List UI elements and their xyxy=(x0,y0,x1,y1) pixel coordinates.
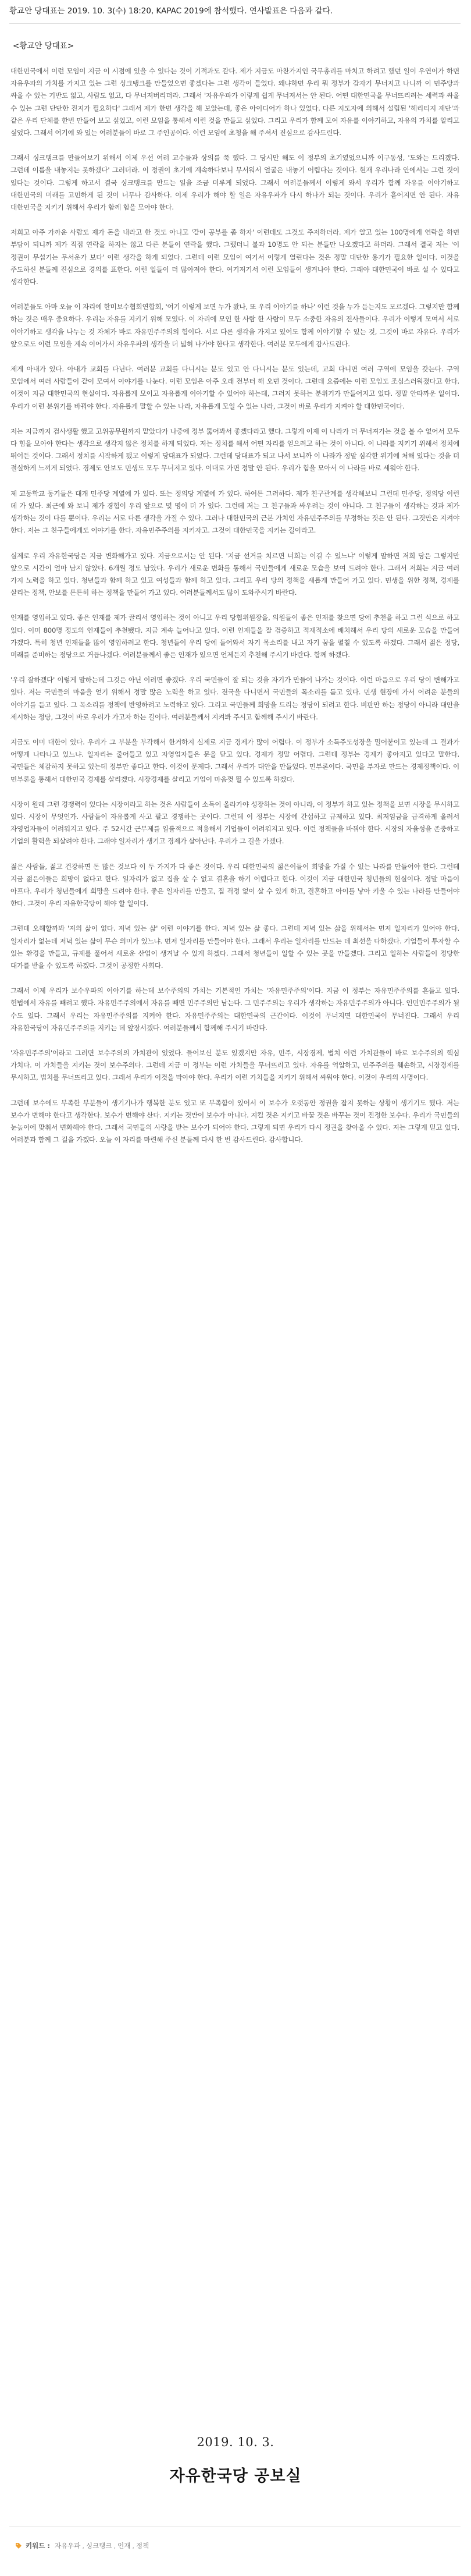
tag-separator: , xyxy=(113,2542,116,2550)
paragraph: 여러분들도 아마 오늘 이 자리에 한미보수협회연합회, '여기 이렇게 보면 누가 왔나, 또 우리 이야기를 하나' 이런 것을 누가 듣는지도 모르겠다. 그렇지만 함께 하는 것은 매우 중요하다. 우리는 자유를 지키기 위해 모였다. 이 자리에 모인 한 사람 한 사람이 모두 소중한 자유의 전사들이다. 우리가 이렇게 모여서 서로 이야기하고 생각을 나누는 것 자체가 바로 자유민주주의의 힘이다. 서로 다른 생각을 가지고 있어도 함께 이야기할 수 있는 것, 그것이 바로 자유다. 우리가 앞으로도 이런 모임을 계속 이어가서 자유우파의 생각을 더 넓혀 나가야 한다고 생각한다. 여러분 모두에게 감사드린다. xyxy=(10,303,459,348)
paragraph: 젊은 사람들, 젊고 건강하면 돈 많은 것보다 이 두 가지가 다 좋은 것이다. 우리 대한민국의 젊은이들이 희망을 가질 수 있는 나라를 만들어야 한다. 그런데 지금 젊은이들은 희망이 없다고 한다. 일자리가 없고 집을 살 수 없고 결혼을 하기 어렵다고 한다. 이것이 지금 대한민국 청년들의 현실이다. 정말 마음이 아프다. 우리가 청년들에게 희망을 드려야 한다. 좋은 일자리를 만들고, 집 걱정 없이 살 수 있게 하고, 결혼하고 아이를 낳아 키울 수 있는 나라를 만들어야 한다. 그것이 우리 자유한국당이 해야 할 일이다. xyxy=(10,862,459,908)
paragraph: 그래서 싱크탱크를 만들어보기 위해서 이제 우선 여러 교수들과 상의를 쭉 했다. 그 당시만 해도 이 정부의 초기였었으니까 이구동성, '도와는 드리겠다. 그런데 이름을 내놓지는 못하겠다' 그러더라. 이 정권이 초기에 계속하다보니 무서워서 얼굴은 내놓기 어렵다는 것이다. 현재 우리나라 안에서는 그런 것이 있다는 것이다. 그렇게 하고서 결국 싱크탱크를 만드는 일을 조금 미루게 되었다. 그래서 여러분들께서 이렇게 와서 우리가 함께 자유를 이야기하고 대한민국의 미래를 고민하게 된 것이 너무나 감사하다. 이제 우리가 해야 할 일은 자유우파가 다시 하나가 되는 것이다. 우리가 흩어지면 안 된다. 자유 대한민국을 지키기 위해서 우리가 함께 힘을 모아야 한다. xyxy=(10,154,459,212)
paragraph: 대한민국에서 이런 모임이 지금 이 시점에 있을 수 있다는 것이 기적과도 같다. 제가 지금도 마찬가지인 국무총리를 마치고 하려고 했던 일이 우연이가 하면 자유우파의 가치를 가지고 있는 그런 싱크탱크를 만들었으면 좋겠다는 그런 생각이 들었다. 왜냐하면 우리 뭐 정부가 갑자기 무너지고 나니까 이 민주당과 싸울 수 있는 기반도 없고, 사람도 없고, 다 무너져버리더라. 그래서 '자유우파가 이렇게 쉽게 무너져서는 안 된다. 어떤 대한민국을 무너뜨리려는 세력과 싸울 수 있는 그런 단단한 진지가 필요하다' 그래서 제가 한번 생각을 해 보았는데, 좋은 아이디어가 하나 있었다. 다른 지도자에 의해서 설립된 '헤리티지 재단'과 같은 우리 단체를 한번 만들어 보고 싶었고, 이런 모임을 통해서 이런 것을 만들고 싶었다. 그리고 우리가 함께 모여 자유를 이야기하고, 자유의 가치를 알리고 싶었다. 그래서 여기에 와 있는 여러분들이 바로 그 주인공이다. 이런 모임에 초청을 해 주셔서 진심으로 감사드린다. xyxy=(10,67,459,137)
footer-divider xyxy=(9,2526,461,2527)
paragraph: 인재를 영입하고 있다. 좋은 인재를 제가 끌리서 영입하는 것이 아니고 우리 당협위원장을, 의원들이 좋은 인재를 찾으면 당에 추천을 하고 그런 식으로 하고 있다. 이미 800명 정도의 인재들이 추천됐다. 지금 계속 늘어나고 있다. 이런 인재들을 잘 검증하고 적재적소에 배치해서 우리 당의 새로운 모습을 만들어 가겠다. 특히 청년 인재들을 많이 영입하려고 한다. 청년들이 우리 당에 들어와서 자기 목소리를 내고 자기 꿈을 펼칠 수 있도록 하겠다. 그래서 젊은 정당, 미래를 준비하는 정당으로 거듭나겠다. 여러분들께서 좋은 인재가 있으면 언제든지 추천해 주시기 바란다. 함께 하겠다. xyxy=(10,613,459,659)
paragraph: 시장이 원래 그런 경쟁력이 있다는 시장이라고 하는 것은 사람들이 소득이 올라가야 성장하는 것이 아니라, 이 정부가 하고 있는 정책을 보면 시장을 무시하고 있다. 시장이 무엇인가. 사람들이 자유롭게 사고 팔고 경쟁하는 곳이다. 그런데 이 정부는 시장에 간섭하고 규제하고 있다. 최저임금을 급격하게 올려서 자영업자들이 어려워지고 있다. 주 52시간 근무제를 일률적으로 적용해서 기업들이 어려워지고 있다. 이런 정책들을 바꿔야 한다. 시장의 자율성을 존중하고 기업의 활력을 되살려야 한다. 그래야 일자리가 생기고 경제가 살아난다. 우리가 그 길을 가겠다. xyxy=(10,800,459,846)
paragraph: 저희고 아주 가까운 사람도 제가 돈을 내라고 한 것도 아니고 '같이 공부를 좀 하자' 이런데도 그것도 주저하더라. 제가 알고 있는 100명에게 연락을 하면 부담이 되니까 제가 직접 연락을 하지는 않고 다른 분들이 연락을 했다. 그랬더니 불과 10명도 안 되는 분들만 나오겠다고 하더라. 그래서 결국 저는 '이 정권이 무섭기는 무서운가 보다' 이런 생각을 하게 되었다. 그런데 이런 모임이 여기서 이렇게 열린다는 것은 정말 대단한 용기가 필요한 일이다. 이것을 주도하신 분들께 진심으로 경의를 표한다. 이런 일들이 더 많아져야 한다. 여기저기서 이런 모임들이 생겨나야 한다. 그래야 대한민국이 바로 설 수 있다고 생각한다. xyxy=(10,228,459,286)
paragraph: 제게 아내가 있다. 아내가 교회를 다닌다. 여러분 교회를 다니시는 분도 있고 안 다니시는 분도 있는데, 교회 다니면 여러 구역에 모임을 갖는다. 구역 모임에서 여러 사람들이 같이 모여서 이야기를 나눈다. 이런 모임은 아주 오래 전부터 해 오던 것이다. 그런데 요즘에는 이런 모임도 조심스러워졌다고 한다. 이것이 지금 대한민국의 현실이다. 자유롭게 모이고 자유롭게 이야기할 수 있어야 하는데, 그러지 못하는 분위기가 만들어지고 있다. 정말 안타까운 일이다. 우리가 이런 분위기를 바꿔야 한다. 자유롭게 말할 수 있는 나라, 자유롭게 모일 수 있는 나라, 그것이 바로 우리가 지켜야 할 대한민국이다. xyxy=(10,365,459,410)
paragraph: 그런데 보수에도 부족한 부분들이 생기기나가 행복한 분도 있고 또 부족함이 있어서 이 보수가 오랫동안 정권을 잡지 못하는 상황이 생기기도 했다. 저는 보수가 변해야 한다고 생각한다. 보수가 변해야 산다. 지키는 것만이 보수가 아니다. 지킬 것은 지키고 바꿀 것은 바꾸는 것이 진정한 보수다. 우리가 국민들의 눈높이에 맞춰서 변화해야 한다. 그래서 국민들의 사랑을 받는 보수가 되어야 한다. 그렇게 되면 우리가 다시 정권을 찾아올 수 있다. 저는 그렇게 믿고 있다. 여러분과 함께 그 길을 가겠다. 오늘 이 자리를 마련해 주신 분들께 다시 한 번 감사드린다. 감사합니다. xyxy=(10,1098,459,1144)
tag-link[interactable]: 정책 xyxy=(136,2542,149,2550)
tag-separator: , xyxy=(82,2542,85,2550)
paragraph: 그래서 이제 우리가 보수우파의 이야기를 하는데 보수주의의 가치는 기본적인 가치는 '자유민주주의'이다. 지금 이 정부는 자유민주주의를 흔들고 있다. 헌법에서 자유를 빼려고 했다. 자유민주주의에서 자유를 빼면 민주주의만 남는다. 그 민주주의는 우리가 생각하는 자유민주주의가 아니다. 인민민주주의가 될 수도 있다. 그래서 우리는 자유민주주의를 지켜야 한다. 자유민주주의는 대한민국의 근간이다. 이것이 무너지면 대한민국이 무너진다. 그래서 우리 자유한국당이 자유민주주의를 지키는 데 앞장서겠다. 여러분들께서 함께해 주시기 바란다. xyxy=(10,987,459,1032)
tag-icon xyxy=(15,2542,22,2549)
paragraph: 그런데 오해할까봐 '저의 삶이 없다. 저녁 있는 삶' 이런 이야기를 한다. 저녁 있는 삶 좋다. 그런데 저녁 있는 삶을 위해서는 먼저 일자리가 있어야 한다. 일자리가 없는데 저녁 있는 삶이 무슨 의미가 있느냐. 먼저 일자리를 만들어야 한다. 그래서 우리는 일자리를 만드는 데 최선을 다하겠다. 기업들이 투자할 수 있는 환경을 만들고, 규제를 풀어서 새로운 산업이 생겨날 수 있게 하겠다. 그래서 청년들이 일할 수 있는 곳을 만들겠다. 그리고 일하는 사람들이 정당한 대가를 받을 수 있도록 하겠다. 그것이 공정한 사회다. xyxy=(10,924,459,970)
paragraph: 저는 지금까지 검사생활 했고 고위공무원까지 맡았다가 나중에 정부 뚫어봐서 좋겠다라고 했다. 그렇게 이제 이 나라가 더 무너져가는 것을 볼 수 없어서 모두 다 힘을 모아야 한다는 생각으로 생각지 않은 정치를 하게 되었다. 저는 정치를 해서 어떤 자리를 얻으려고 하는 것이 아니다. 이 나라를 지키기 위해서 정치에 뛰어든 것이다. 그래서 정치를 시작하게 됐고 이렇게 당대표가 되었다. 그런데 당대표가 되고 나서 보니까 이 나라가 정말 심각한 위기에 처해 있다는 것을 더 절실하게 느끼게 되었다. 경제도 안보도 민생도 모두 무너지고 있다. 이대로 가면 정말 안 된다. 우리가 힘을 모아서 이 나라를 바로 세워야 한다. xyxy=(10,427,459,473)
speaker-subtitle: <황교안 당대표> xyxy=(13,41,74,51)
paragraph: '우리 잘하겠다' 이렇게 말하는데 그것은 아닌 이러면 좋겠다. 우리 국민들이 잘 되는 것을 자기가 만들어 나가는 것이다. 이런 마음으로 우리 당이 변해가고 있다. 저는 국민들의 마음을 얻기 위해서 정말 많은 노력을 하고 있다. 전국을 다니면서 국민들의 목소리를 듣고 있다. 민생 현장에 가서 어려운 분들의 이야기를 듣고 있다. 그 목소리를 정책에 반영하려고 노력하고 있다. 그리고 국민들께 희망을 드리는 정당이 되려고 한다. 비판만 하는 정당이 아니라 대안을 제시하는 정당, 그것이 바로 우리가 가고자 하는 길이다. 여러분들께서 지켜봐 주시고 함께해 주시기 바란다. xyxy=(10,676,459,721)
header-divider xyxy=(9,23,461,24)
tag-link[interactable]: 인재 xyxy=(117,2542,131,2550)
header-title: 황교안 당대표는 2019. 10. 3(수) 18:20, KAPAC 2019에 참석했다. 연사발표은 다음과 같다. xyxy=(9,6,333,16)
release-date: 2019. 10. 3. xyxy=(197,2435,274,2449)
paragraph: '자유민주주의'이라고 그러면 보수주의의 가치관이 있었다. 들어보신 분도 있겠지만 자유, 민주, 시장경제, 법치 이런 가치관들이 바로 보수주의의 핵심 가치다. 이 가치들을 지키는 것이 보수주의다. 그런데 지금 이 정부는 이런 가치들을 무너뜨리고 있다. 자유를 억압하고, 민주주의를 훼손하고, 시장경제를 무시하고, 법치를 무너뜨리고 있다. 그래서 우리가 이것을 막아야 한다. 우리가 이런 가치들을 지키기 위해서 싸워야 한다. 이것이 우리의 사명이다. xyxy=(10,1049,459,1082)
speech-body xyxy=(10,65,459,1159)
paragraph: 실제로 우리 자유한국당은 지금 변화해가고 있다. 지금으로서는 안 된다. '지금 선거를 치르면 너희는 이길 수 있느냐' 이렇게 말하면 저희 당은 그렇지만 앞으로 시간이 얼마 남지 않았다. 6개월 정도 남았다. 우리가 새로운 변화를 통해서 국민들에게 새로운 모습을 보여 드려야 한다. 그래서 저희는 지금 여러 가지 노력을 하고 있다. 청년들과 함께 하고 있고 여성들과 함께 하고 있다. 그리고 우리 당의 정책을 새롭게 만들어 가고 있다. 민생을 위한 정책, 경제를 살리는 정책, 안보를 튼튼히 하는 정책을 만들어 가고 있다. 여러분들께서도 많이 도와주시기 바란다. xyxy=(10,551,459,597)
paragraph: 지금도 이미 대한이 있다. 우리가 그 부분을 부각해서 한거하지 실제로 지금 경제가 많이 어렵다. 이 정부가 소득주도성장을 밀어붙이고 있는데 그 결과가 어떻게 나타나고 있느냐. 일자리는 줄어들고 있고 자영업자들은 문을 닫고 있다. 경제가 정말 어렵다. 그런데 정부는 경제가 좋아지고 있다고 말한다. 국민들은 체감하지 못하고 있는데 정부만 좋다고 한다. 이것이 문제다. 그래서 우리가 대안을 만들었다. 민부론이다. 국민을 부자로 만드는 경제정책이다. 이 민부론을 통해서 대한민국 경제를 살리겠다. 시장경제를 살리고 기업이 마음껏 뛸 수 있도록 하겠다. xyxy=(10,737,459,783)
tag-link[interactable]: 싱크탱크 xyxy=(86,2542,112,2550)
tag-separator: , xyxy=(132,2542,134,2550)
keyword-tags xyxy=(15,2541,149,2550)
paragraph: 제 교동학교 동기들은 대개 민주당 계열에 가 있다. 또는 정의당 계열에 가 있다. 하여튼 그러하다. 제가 친구관계를 생각해보니 그런데 민주당, 정의당 이런 데 가 있다. 최근에 와 보니 제가 경험이 우리 앞으로 몇 명이 더 가 있다. 그런데 저는 그 친구들과 싸우려는 것이 아니다. 그 친구들이 생각하는 것과 제가 생각하는 것이 다를 뿐이다. 우리는 서로 다른 생각을 가질 수 있다. 그러나 대한민국의 근본 가치인 자유민주주의를 부정하는 것은 안 된다. 그것만은 지켜야 한다. 저는 그 친구들에게도 이야기를 한다. 자유민주주의를 지키자고. 그것이 대한민국을 지키는 길이라고. xyxy=(10,489,459,535)
tags-label: 키워드 : xyxy=(26,2542,50,2550)
organization-name: 자유한국당 공보실 xyxy=(169,2467,302,2485)
tag-link[interactable]: 자유우파 xyxy=(54,2542,81,2550)
